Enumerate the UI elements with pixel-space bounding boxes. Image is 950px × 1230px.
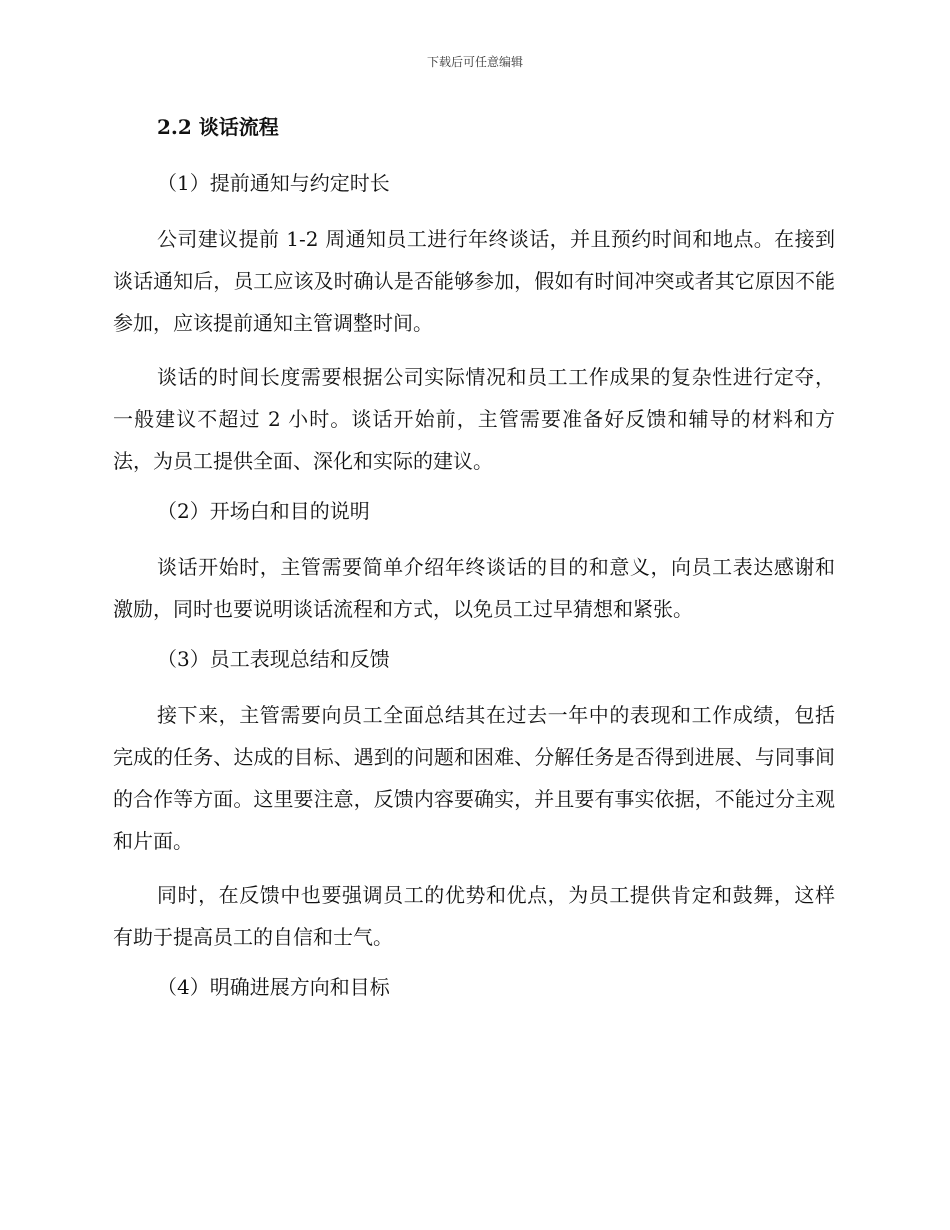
subsection-heading-2: （2）开场白和目的说明 [157,499,370,523]
subsection-heading-1: （1）提前通知与约定时长 [157,171,390,195]
paragraph-strengths: 同时，在反馈中也要强调员工的优势和优点，为员工提供肯定和鼓舞，这样有助于提高员工的自信和士气。 [113,883,835,949]
paragraph-summary: 接下来，主管需要向员工全面总结其在过去一年中的表现和工作成绩，包括完成的任务、达成的目标、遇到的问题和困难、分解任务是否得到进展、与同事间的合作等方面。这里要注意，反馈内容要确实，并且要有事实依据，不能过分主观和片面。 [113,703,835,853]
subsection-heading-4: （4）明确进展方向和目标 [157,975,390,999]
paragraph-notice: 公司建议提前 1-2 周通知员工进行年终谈话，并且预约时间和地点。在接到谈话通知后，员工应该及时确认是否能够参加，假如有时间冲突或者其它原因不能参加，应该提前通知主管调整时间。 [113,227,835,335]
page-header: 下载后可任意编辑 [426,55,523,69]
subsection-heading-3: （3）员工表现总结和反馈 [157,647,390,671]
page-content [113,110,835,1022]
paragraph-opening: 谈话开始时，主管需要简单介绍年终谈话的目的和意义，向员工表达感谢和激励，同时也要说明谈话流程和方式，以免员工过早猜想和紧张。 [113,555,835,621]
section-heading: 2.2 谈话流程 [157,115,279,139]
paragraph-duration: 谈话的时间长度需要根据公司实际情况和员工工作成果的复杂性进行定夺，一般建议不超过 2 小时。谈话开始前，主管需要准备好反馈和辅导的材料和方法，为员工提供全面、深化和实际的建议。 [113,365,835,473]
